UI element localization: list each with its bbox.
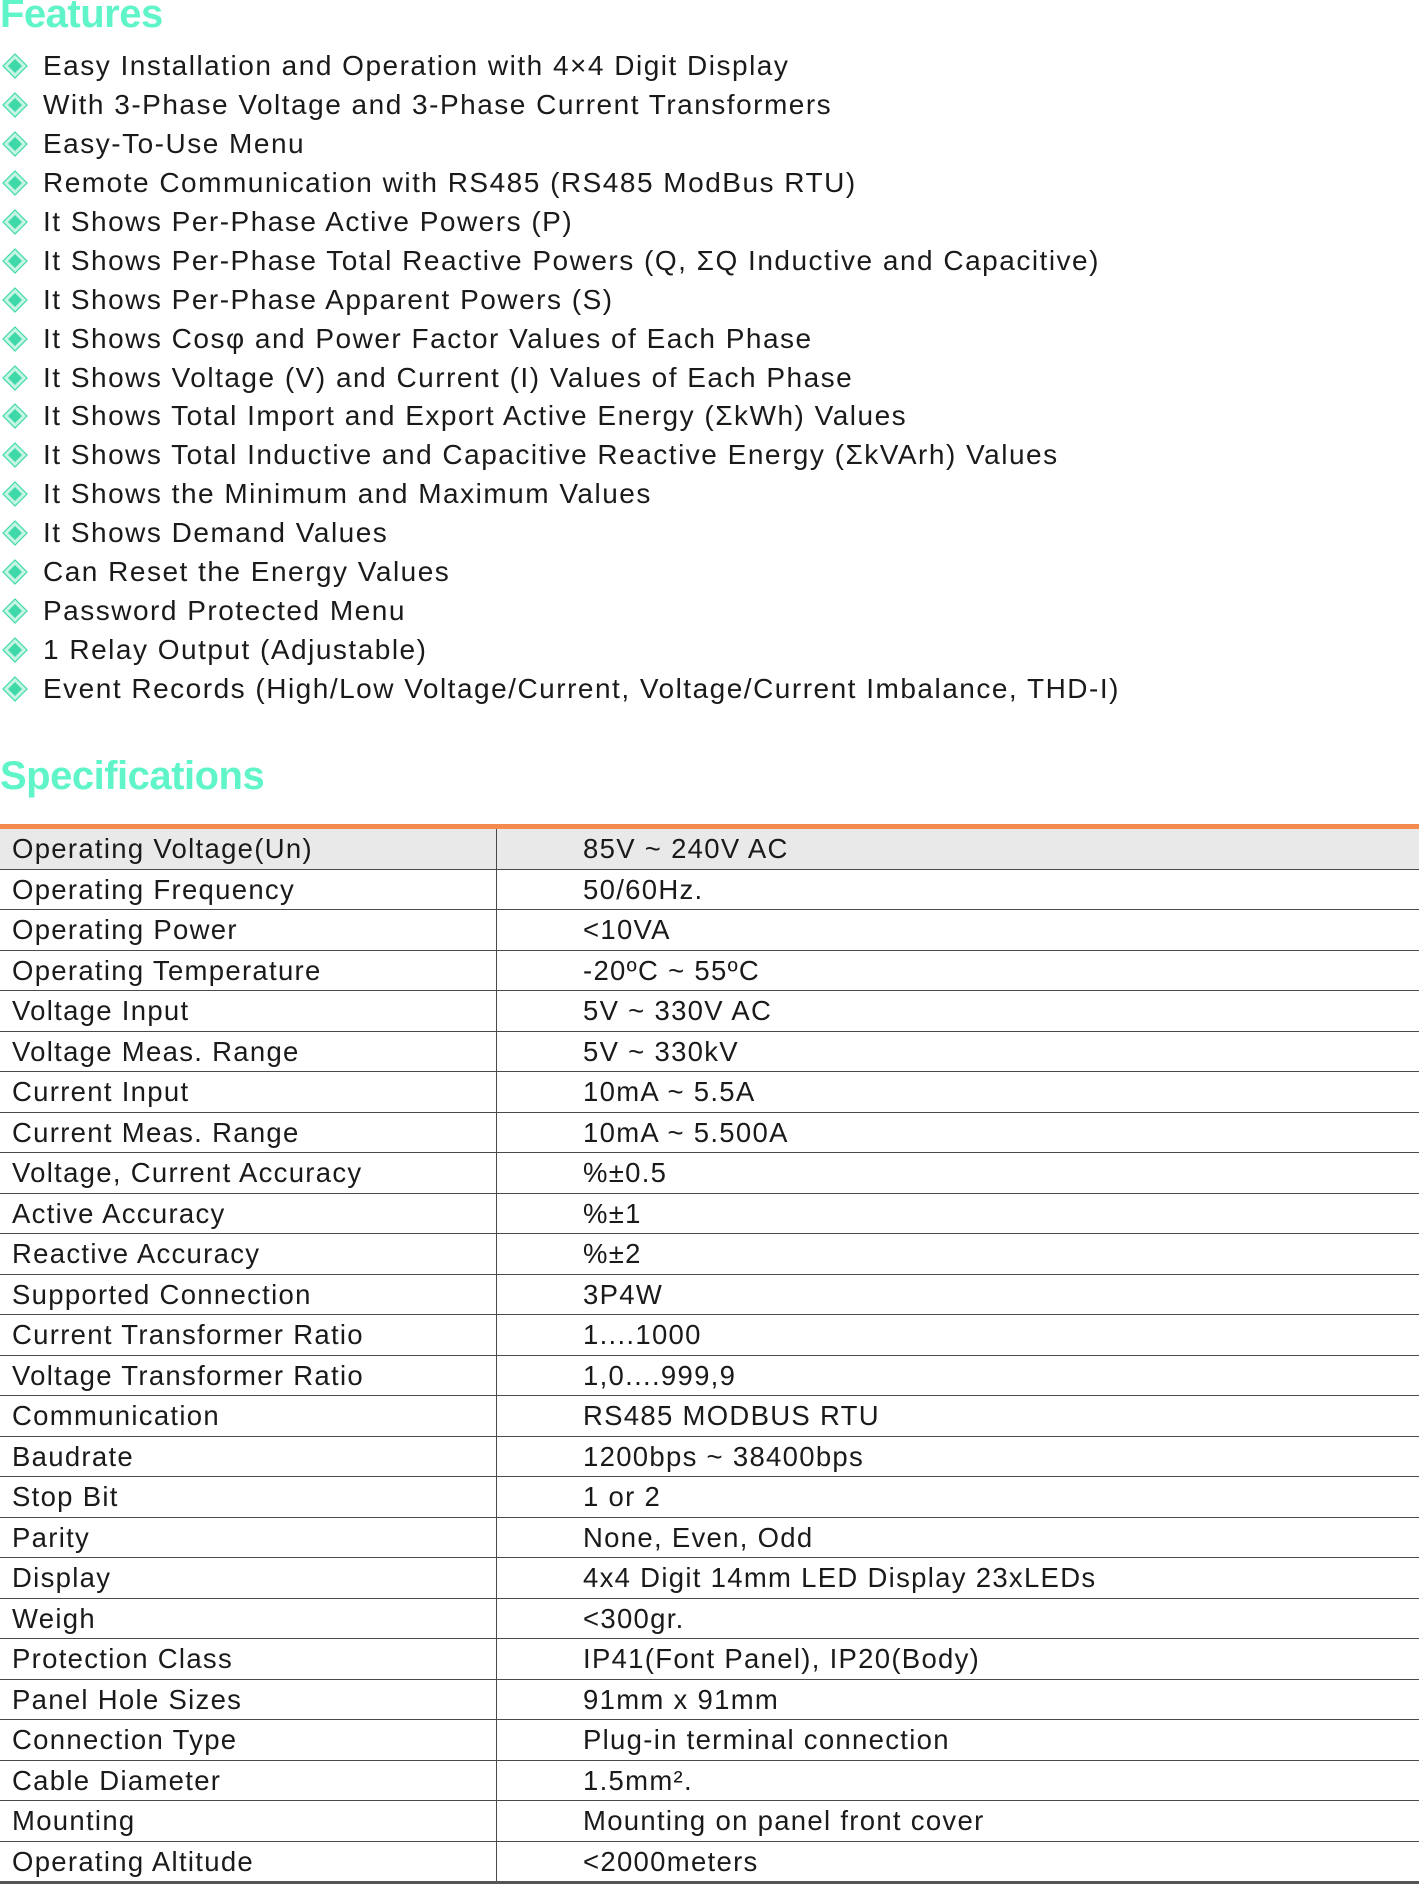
feature-item	[0, 514, 1120, 553]
feature-item	[0, 319, 1120, 358]
feature-item	[0, 358, 1120, 397]
diamond-bullet-icon	[1, 519, 29, 547]
spec-value: 3P4W	[497, 1274, 1419, 1315]
spec-label: Voltage, Current Accuracy	[0, 1153, 497, 1194]
spec-label: Current Input	[0, 1072, 497, 1113]
diamond-bullet-icon	[1, 247, 29, 275]
feature-text: It Shows the Minimum and Maximum Values	[43, 478, 652, 510]
spec-label: Active Accuracy	[0, 1193, 497, 1234]
spec-label: Voltage Meas. Range	[0, 1031, 497, 1072]
spec-value: 5V ~ 330kV	[497, 1031, 1419, 1072]
spec-value: None, Even, Odd	[497, 1517, 1419, 1558]
spec-row	[0, 1072, 1419, 1113]
diamond-bullet-icon	[1, 286, 29, 314]
spec-value: %±0.5	[497, 1153, 1419, 1194]
spec-value: 91mm x 91mm	[497, 1679, 1419, 1720]
feature-item	[0, 475, 1120, 514]
spec-row	[0, 991, 1419, 1032]
spec-value: 5V ~ 330V AC	[497, 991, 1419, 1032]
feature-item	[0, 125, 1120, 164]
spec-row	[0, 1193, 1419, 1234]
spec-row	[0, 910, 1419, 951]
diamond-bullet-icon	[1, 480, 29, 508]
diamond-bullet-icon	[1, 636, 29, 664]
feature-item	[0, 397, 1120, 436]
spec-row	[0, 869, 1419, 910]
spec-label: Voltage Input	[0, 991, 497, 1032]
spec-row	[0, 1274, 1419, 1315]
diamond-bullet-icon	[1, 402, 29, 430]
spec-value: 1 or 2	[497, 1477, 1419, 1518]
spec-value: %±2	[497, 1234, 1419, 1275]
spec-label: Current Transformer Ratio	[0, 1315, 497, 1356]
diamond-bullet-icon	[1, 91, 29, 119]
spec-value: 85V ~ 240V AC	[497, 827, 1419, 870]
spec-row	[0, 950, 1419, 991]
spec-label: Panel Hole Sizes	[0, 1679, 497, 1720]
spec-row	[0, 1679, 1419, 1720]
features-list	[0, 47, 1120, 708]
feature-text: It Shows Per-Phase Active Powers (P)	[43, 206, 574, 237]
feature-item	[0, 280, 1120, 319]
spec-value: <2000meters	[497, 1841, 1419, 1883]
spec-value: 10mA ~ 5.5A	[497, 1072, 1419, 1113]
diamond-bullet-icon	[1, 208, 29, 236]
spec-label: Operating Altitude	[0, 1841, 497, 1883]
feature-item	[0, 436, 1120, 475]
spec-row	[0, 1234, 1419, 1275]
spec-row	[0, 1801, 1419, 1842]
spec-row	[0, 1598, 1419, 1639]
feature-text: It Shows Cosφ and Power Factor Values of Each Phase	[43, 322, 813, 354]
spec-label: Reactive Accuracy	[0, 1234, 497, 1275]
spec-label: Supported Connection	[0, 1274, 497, 1315]
spec-value: <300gr.	[497, 1598, 1419, 1639]
feature-item	[0, 164, 1120, 203]
feature-text: It Shows Total Inductive and Capacitive Reactive Energy (ΣkVArh) Values	[43, 439, 1059, 471]
feature-text: Easy Installation and Operation with 4×4 Digit Display	[43, 50, 790, 82]
spec-row	[0, 1396, 1419, 1437]
spec-row	[0, 1031, 1419, 1072]
spec-row	[0, 1315, 1419, 1356]
spec-label: Weigh	[0, 1598, 497, 1639]
feature-text: Easy-To-Use Menu	[43, 128, 306, 160]
spec-label: Parity	[0, 1517, 497, 1558]
diamond-bullet-icon	[1, 52, 29, 80]
diamond-bullet-icon	[1, 597, 29, 625]
spec-row	[0, 1841, 1419, 1883]
spec-value: 10mA ~ 5.500A	[497, 1112, 1419, 1153]
diamond-bullet-icon	[1, 675, 29, 703]
feature-item	[0, 241, 1120, 280]
feature-text: Event Records (High/Low Voltage/Current, Voltage/Current Imbalance, THD-I)	[43, 672, 1120, 704]
spec-value: %±1	[497, 1193, 1419, 1234]
feature-text: It Shows Total Import and Export Active Energy (ΣkWh) Values	[43, 400, 908, 432]
spec-value: -20ºC ~ 55ºC	[497, 950, 1419, 991]
feature-text: It Shows Demand Values	[43, 517, 389, 549]
spec-value: <10VA	[497, 910, 1419, 951]
diamond-bullet-icon	[1, 441, 29, 469]
diamond-bullet-icon	[1, 558, 29, 586]
spec-value: 1....1000	[497, 1315, 1419, 1356]
diamond-bullet-icon	[1, 364, 29, 392]
spec-label: Protection Class	[0, 1639, 497, 1680]
spec-row	[0, 1639, 1419, 1680]
spec-label: Current Meas. Range	[0, 1112, 497, 1153]
spec-label: Communication	[0, 1396, 497, 1437]
feature-text: With 3-Phase Voltage and 3-Phase Current Transformers	[43, 89, 833, 121]
spec-label: Operating Frequency	[0, 869, 497, 910]
spec-label: Baudrate	[0, 1436, 497, 1477]
spec-row	[0, 1436, 1419, 1477]
spec-label: Stop Bit	[0, 1477, 497, 1518]
spec-row	[0, 1558, 1419, 1599]
spec-value: 50/60Hz.	[497, 869, 1419, 910]
spec-row	[0, 1477, 1419, 1518]
diamond-bullet-icon	[1, 325, 29, 353]
feature-text: It Shows Per-Phase Total Reactive Powers (Q, ΣQ Inductive and Capacitive)	[43, 244, 1100, 276]
feature-text: It Shows Voltage (V) and Current (I) Values of Each Phase	[43, 361, 854, 393]
feature-item	[0, 591, 1120, 630]
spec-value: 1200bps ~ 38400bps	[497, 1436, 1419, 1477]
feature-text: Remote Communication with RS485 (RS485 ModBus RTU)	[43, 167, 857, 199]
specifications-table	[0, 824, 1419, 1884]
feature-text: 1 Relay Output (Adjustable)	[43, 633, 428, 665]
feature-item	[0, 86, 1120, 125]
feature-item	[0, 47, 1120, 86]
spec-row	[0, 1720, 1419, 1761]
spec-value: IP41(Font Panel), IP20(Body)	[497, 1639, 1419, 1680]
spec-row	[0, 1517, 1419, 1558]
spec-row	[0, 827, 1419, 870]
spec-row	[0, 1355, 1419, 1396]
spec-value: 1.5mm².	[497, 1760, 1419, 1801]
spec-label: Display	[0, 1558, 497, 1599]
spec-label: Connection Type	[0, 1720, 497, 1761]
spec-value: Plug-in terminal connection	[497, 1720, 1419, 1761]
feature-item	[0, 553, 1120, 592]
spec-value: Mounting on panel front cover	[497, 1801, 1419, 1842]
diamond-bullet-icon	[1, 169, 29, 197]
diamond-bullet-icon	[1, 130, 29, 158]
spec-row	[0, 1153, 1419, 1194]
spec-value: 4x4 Digit 14mm LED Display 23xLEDs	[497, 1558, 1419, 1599]
spec-value: RS485 MODBUS RTU	[497, 1396, 1419, 1437]
spec-label: Operating Temperature	[0, 950, 497, 991]
spec-label: Cable Diameter	[0, 1760, 497, 1801]
feature-item	[0, 669, 1120, 708]
spec-row	[0, 1112, 1419, 1153]
spec-label: Mounting	[0, 1801, 497, 1842]
spec-label: Voltage Transformer Ratio	[0, 1355, 497, 1396]
spec-row	[0, 1760, 1419, 1801]
spec-value: 1,0....999,9	[497, 1355, 1419, 1396]
feature-item	[0, 203, 1120, 242]
feature-item	[0, 630, 1120, 669]
spec-label: Operating Voltage(Un)	[0, 827, 497, 870]
feature-text: Can Reset the Energy Values	[43, 556, 451, 588]
features-heading: Features	[0, 0, 163, 36]
spec-label: Operating Power	[0, 910, 497, 951]
feature-text: It Shows Per-Phase Apparent Powers (S)	[43, 283, 614, 315]
feature-text: Password Protected Menu	[43, 594, 406, 626]
specifications-heading: Specifications	[0, 754, 265, 798]
